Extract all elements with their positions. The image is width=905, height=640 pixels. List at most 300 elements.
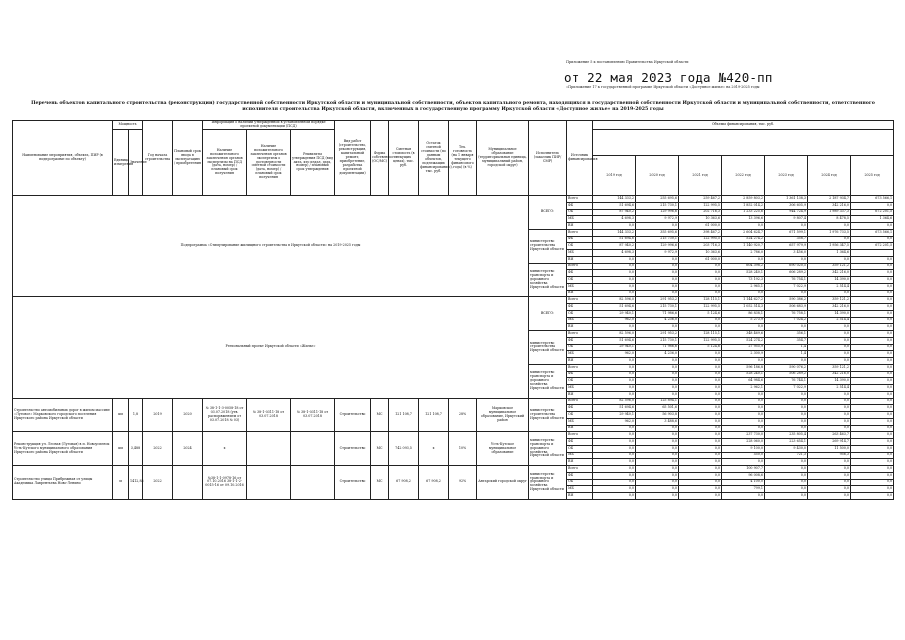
amount-cell: 0,0 — [636, 385, 679, 392]
amount-cell: 0,0 — [679, 351, 722, 358]
amount-cell: 9 972,9 — [636, 250, 679, 257]
source-cell: ВИ — [567, 425, 593, 432]
amount-cell: 0,0 — [679, 405, 722, 412]
amount-cell: 29 940,1 — [593, 310, 636, 317]
source-cell: ВИ — [567, 223, 593, 230]
amount-cell: 2 514,4 — [808, 283, 851, 290]
amount-cell: 0,0 — [593, 270, 636, 277]
plan-year — [173, 466, 203, 500]
amount-cell: 0,0 — [851, 439, 894, 446]
amount-cell: 0,0 — [851, 479, 894, 486]
source-cell: ВИ — [567, 493, 593, 500]
amount-cell: 82 596,0 — [593, 331, 636, 338]
amount-cell: 122 995,5 — [679, 202, 722, 209]
remaining: 67 908,2 — [419, 466, 449, 500]
amount-cell: 0,0 — [679, 283, 722, 290]
source-cell: ВИ — [567, 290, 593, 297]
amount-cell: 0,0 — [722, 256, 765, 263]
stamp-note: Приложение 5 к постановлению Правительства Иркутской области — [566, 60, 689, 64]
table-row — [13, 196, 894, 203]
amount-cell: 0,0 — [808, 256, 851, 263]
source-cell: ФБ — [567, 405, 593, 412]
amount-cell: 0,0 — [636, 371, 679, 378]
amount-cell: 29 940,1 — [593, 344, 636, 351]
amount-cell: 291 953,2 — [636, 297, 679, 304]
amount-cell: 122 995,5 — [679, 337, 722, 344]
amount-cell: 0,0 — [636, 466, 679, 473]
amount-cell: 0,0 — [851, 405, 894, 412]
ownership: МС — [371, 398, 389, 432]
amount-cell: 10 363,6 — [679, 216, 722, 223]
amount-cell: 51 694,6 — [593, 236, 636, 243]
amount-cell: 0,0 — [679, 358, 722, 365]
source-cell: ВИ — [567, 391, 593, 398]
col-source-header: Источник финансирования — [567, 121, 593, 196]
amount-cell: 128 115,1 — [679, 297, 722, 304]
amount-cell: 0,0 — [851, 493, 894, 500]
amount-cell: 0,0 — [636, 324, 679, 331]
executor-cell: ВСЕГО: — [529, 297, 567, 331]
amount-cell: 0,0 — [593, 223, 636, 230]
amount-cell: 0,0 — [851, 486, 894, 493]
amount-cell: 0,0 — [808, 290, 851, 297]
object-name: Строительство улицы Прибрежная от улицы Академика Лаврентьева Ново-Ленино — [13, 466, 113, 500]
amount-cell: 0,0 — [593, 459, 636, 466]
amount-cell: 14 390,0 — [808, 277, 851, 284]
year-header: 2022 год — [722, 156, 765, 196]
object-name: Реконструкция ул. Лесная (Луговая) в п. Новоуспенск Усть-Кутского муниципального образования Иркутского района Иркутской области — [13, 432, 113, 466]
amount-cell: 0,0 — [722, 459, 765, 466]
amount-cell: 0,0 — [765, 223, 808, 230]
amount-cell: 51 694,6 — [593, 405, 636, 412]
amount-cell: 13 396,6 — [722, 216, 765, 223]
amount-cell: 1 361 138,3 — [765, 196, 808, 203]
section-label: Подпрограмма «Стимулирование жилищного строительства в Иркутской области» на 2019-2025 годы — [13, 196, 529, 297]
source-cell: ОБ — [567, 479, 593, 486]
amount-cell: 3 456,0 — [765, 250, 808, 257]
amount-cell: 8 478,5 — [808, 216, 851, 223]
capacity-unit: км — [113, 432, 129, 466]
amount-cell — [851, 250, 894, 257]
amount-cell: 0,0 — [851, 344, 894, 351]
source-cell: МБ — [567, 250, 593, 257]
amount-cell: 2 187 934,7 — [808, 196, 851, 203]
plan-year: 2020 — [173, 398, 203, 432]
amount-cell: 0,0 — [593, 479, 636, 486]
amount-cell: 0,0 — [679, 385, 722, 392]
amount-cell: 2 514,4 — [808, 317, 851, 324]
amount-cell: 944 724,9 — [765, 209, 808, 216]
amount-cell: 0,0 — [679, 371, 722, 378]
amount-cell: 0,0 — [593, 466, 636, 473]
amount-cell: 0,0 — [808, 412, 851, 419]
executor-cell: министерство строительства Иркутской области — [529, 331, 567, 365]
amount-cell: 524 274,2 — [722, 337, 765, 344]
amount-cell: 87 940,2 — [593, 243, 636, 250]
amount-cell: 0,0 — [851, 371, 894, 378]
col-estimate-header: Сметная стоимость (в текущих ценах), тыс. руб. — [389, 121, 419, 196]
amount-cell: 528 240,1 — [722, 371, 765, 378]
amount-cell: 9 972,9 — [636, 216, 679, 223]
amount-cell: 259 467,2 — [679, 196, 722, 203]
amount-cell: 690 020,5 — [765, 263, 808, 270]
amount-cell: 0,0 — [722, 290, 765, 297]
amount-cell: 0,0 — [765, 466, 808, 473]
amount-cell: 0,0 — [851, 364, 894, 371]
amount-cell: 0,0 — [851, 391, 894, 398]
amount-cell: 0,0 — [636, 270, 679, 277]
capacity-unit: км — [113, 398, 129, 432]
amount-cell: 524 274,2 — [722, 236, 765, 243]
source-cell: ФБ — [567, 337, 593, 344]
amount-cell: 354,7 — [765, 337, 808, 344]
source-cell: ОБ — [567, 378, 593, 385]
amount-cell: 348 469,6 — [722, 331, 765, 338]
amount-cell: 0,0 — [851, 304, 894, 311]
amount-cell: 0,0 — [765, 425, 808, 432]
amount-cell: 0,0 — [851, 236, 894, 243]
amount-cell: 64 984,6 — [722, 378, 765, 385]
amount-cell: 0,0 — [679, 317, 722, 324]
col-name-header: Наименование мероприятия, объекта, ПИР (в подпрограмме по объекту) — [13, 121, 113, 196]
amount-cell: 0,0 — [679, 277, 722, 284]
amount-cell: 673 566,1 — [851, 229, 894, 236]
amount-cell: 672 201,5 — [851, 209, 894, 216]
amount-cell: 0,0 — [679, 472, 722, 479]
capacity-value: 1,8 — [129, 398, 143, 432]
amount-cell: 0,0 — [679, 452, 722, 459]
amount-cell: 1 233 225,6 — [722, 209, 765, 216]
col-capacity-value-header: Значение — [129, 130, 143, 196]
amount-cell: 76 758,1 — [765, 310, 808, 317]
amount-cell: 0,0 — [593, 371, 636, 378]
amount-cell: 359 121,2 — [808, 297, 851, 304]
source-cell: ФБ — [567, 304, 593, 311]
amount-cell: 0,0 — [851, 385, 894, 392]
remaining: 121 108,7 — [419, 398, 449, 432]
source-cell: МБ — [567, 418, 593, 425]
amount-cell: 0,0 — [851, 432, 894, 439]
amount-cell: 0,0 — [636, 452, 679, 459]
amount-cell: 0,0 — [636, 486, 679, 493]
amount-cell: 0,0 — [679, 466, 722, 473]
amount-cell: 0,0 — [851, 425, 894, 432]
amount-cell: 2 786,0 — [722, 250, 765, 257]
executor-cell: министерство транспорта и дорожного хозяйства Иркутской области — [529, 466, 567, 500]
amount-cell: 590 076,2 — [765, 364, 808, 371]
col-work-type-header: Вид работ (строительство, реконструкция, капитальный ремонт, приобретение, разработка проектной документации) — [335, 121, 371, 196]
amount-cell: 61 000,0 — [679, 256, 722, 263]
amount-cell: 96 008,6 — [722, 472, 765, 479]
amount-cell: 0,0 — [722, 418, 765, 425]
amount-cell: 0,0 — [593, 472, 636, 479]
source-cell: Всего — [567, 432, 593, 439]
stamp-sub-note: «Приложение 17 к государственной программе Иркутской области «Доступное жилье» на 2019-2025 годы — [566, 85, 760, 89]
amount-cell: 550,0 — [722, 452, 765, 459]
amount-cell: 215 730,1 — [636, 202, 679, 209]
amount-cell: 0,0 — [722, 223, 765, 230]
source-cell: ФБ — [567, 270, 593, 277]
amount-cell: 237 730,0 — [722, 432, 765, 439]
amount-cell: 1 989 337,3 — [808, 209, 851, 216]
amount-cell: 355 695,6 — [636, 229, 679, 236]
amount-cell: 956,3 — [808, 452, 851, 459]
amount-cell: 4 698,3 — [593, 250, 636, 257]
amount-cell: 1,4 — [765, 344, 808, 351]
source-cell: Всего — [567, 297, 593, 304]
amount-cell: 0,0 — [636, 479, 679, 486]
amount-cell: 0,0 — [722, 398, 765, 405]
amount-cell: 129 996,6 — [636, 243, 679, 250]
amount-cell: 0,0 — [808, 391, 851, 398]
amount-cell: 0,0 — [851, 277, 894, 284]
start-year: 2022 — [143, 466, 173, 500]
amount-cell: 0,0 — [722, 324, 765, 331]
amount-cell: 0,0 — [636, 378, 679, 385]
amount-cell: 1,4 — [765, 351, 808, 358]
source-cell: ФБ — [567, 439, 593, 446]
year-header: 2023 год — [765, 156, 808, 196]
table-row — [13, 432, 894, 439]
source-cell: ОБ — [567, 209, 593, 216]
amount-cell: 0,0 — [593, 324, 636, 331]
source-cell: Всего — [567, 331, 593, 338]
amount-cell: 0,0 — [851, 459, 894, 466]
amount-cell: 0,0 — [722, 358, 765, 365]
amount-cell: 203 716,3 — [679, 243, 722, 250]
amount-cell: 0,0 — [851, 331, 894, 338]
amount-cell: 0,0 — [722, 405, 765, 412]
amount-cell: 73 192,3 — [722, 277, 765, 284]
amount-cell: 0,0 — [851, 297, 894, 304]
readiness: 92% — [449, 466, 477, 500]
col-volumes-spacer — [593, 130, 894, 156]
section-label: Региональный проект Иркутской области «Жилье» — [13, 297, 529, 398]
amount-cell: 0,0 — [851, 445, 894, 452]
amount-cell: 962,0 — [593, 351, 636, 358]
amount-cell: 122 995,5 — [679, 304, 722, 311]
amount-cell: 0,0 — [765, 418, 808, 425]
ownership: МС — [371, 432, 389, 466]
docs-a: №38-1-1-0978-16 от 07.10.2016 38-1-1-2-0015-16 от 09.10.2016 — [203, 466, 247, 500]
amount-cell: 0,0 — [593, 364, 636, 371]
year-header: 2019 год — [593, 156, 636, 196]
amount-cell: 14 390,0 — [808, 310, 851, 317]
amount-cell: 71 986,6 — [636, 310, 679, 317]
amount-cell: 100 907,7 — [722, 466, 765, 473]
amount-cell: 306 605,9 — [765, 202, 808, 209]
col-docs-header: Информация о наличии утвержденной в установленном порядке проектной документации (ПСД) — [203, 121, 335, 130]
amount-cell: 506 289,2 — [765, 371, 808, 378]
amount-cell: 61 000,0 — [679, 223, 722, 230]
amount-cell: 604 398,2 — [722, 263, 765, 270]
source-cell: Всего — [567, 466, 593, 473]
amount-cell: 590 386,2 — [765, 297, 808, 304]
source-cell: ВИ — [567, 256, 593, 263]
source-cell: ВИ — [567, 324, 593, 331]
readiness: 28% — [449, 398, 477, 432]
amount-cell: 0,0 — [765, 479, 808, 486]
amount-cell: 0,0 — [679, 364, 722, 371]
amount-cell: 0,0 — [636, 459, 679, 466]
amount-cell: 0,0 — [808, 358, 851, 365]
executor-cell: министерство транспорта и дорожного хозяйства Иркутской области — [529, 263, 567, 297]
amount-cell: 0,0 — [765, 391, 808, 398]
amount-cell: 0,0 — [593, 391, 636, 398]
amount-cell: 3 488,6 — [636, 418, 679, 425]
amount-cell: 0,0 — [851, 202, 894, 209]
amount-cell: 342 216,0 — [808, 202, 851, 209]
amount-cell: 14 390,0 — [808, 378, 851, 385]
amount-cell: 0,0 — [851, 263, 894, 270]
amount-cell: 0,0 — [679, 324, 722, 331]
amount-cell: 671 599,1 — [765, 229, 808, 236]
source-cell: ФБ — [567, 371, 593, 378]
amount-cell: 0,0 — [851, 337, 894, 344]
amount-cell: 0,0 — [765, 486, 808, 493]
source-cell: ВИ — [567, 358, 593, 365]
amount-cell: 721,3 — [765, 452, 808, 459]
amount-cell: 0,0 — [593, 358, 636, 365]
amount-cell: 799,1 — [722, 486, 765, 493]
docs-b: № 38-1-0311-18 от 03.07.2018 — [247, 398, 291, 432]
amount-cell: 1 852 014,2 — [722, 202, 765, 209]
capacity-unit: м — [113, 466, 129, 500]
amount-cell: 0,0 — [765, 256, 808, 263]
amount-cell: 0,0 — [808, 324, 851, 331]
executor-cell: ВСЕГО: — [529, 196, 567, 230]
amount-cell: 5 124,6 — [679, 310, 722, 317]
amount-cell: 215 730,1 — [636, 236, 679, 243]
amount-cell: 359 121,2 — [808, 364, 851, 371]
amount-cell: 9 807,4 — [765, 216, 808, 223]
amount-cell: 0,0 — [765, 324, 808, 331]
docs-c — [291, 466, 335, 500]
amount-cell: 0,0 — [593, 493, 636, 500]
amount-cell: 0,0 — [808, 466, 851, 473]
col-volumes-header: Объемы финансирования, тыс. руб. — [593, 121, 894, 130]
source-cell: МБ — [567, 283, 593, 290]
docs-a: № 38-1-1-3-0058-18 от 03.07.2018 (утв. распоряжением от 03.07.2018 № 03) — [203, 398, 247, 432]
amount-cell: 0,0 — [679, 270, 722, 277]
col-capacity-header: Мощность — [113, 121, 143, 130]
amount-cell: 0,0 — [851, 398, 894, 405]
amount-cell: 672 201,5 — [851, 243, 894, 250]
municipality: Марковское муниципальное образование, Иркутский район — [477, 398, 529, 432]
amount-cell: 0,0 — [679, 290, 722, 297]
amount-cell: 0,0 — [636, 391, 679, 398]
amount-cell: 4 100,0 — [722, 479, 765, 486]
amount-cell: 0,0 — [851, 283, 894, 290]
amount-cell: 506 683,9 — [765, 304, 808, 311]
amount-cell: 0,0 — [765, 472, 808, 479]
amount-cell: 5 273,9 — [722, 317, 765, 324]
amount-cell: 596 186,8 — [722, 364, 765, 371]
amount-cell: 0,0 — [851, 452, 894, 459]
amount-cell: 0,0 — [636, 256, 679, 263]
amount-cell: 606 289,2 — [765, 270, 808, 277]
amount-cell: 0,0 — [679, 432, 722, 439]
amount-cell: 0,0 — [636, 263, 679, 270]
source-cell: ОБ — [567, 310, 593, 317]
amount-cell: 1 140 920,7 — [722, 243, 765, 250]
amount-cell: 0,0 — [851, 466, 894, 473]
amount-cell: 962,0 — [593, 317, 636, 324]
docs-b — [247, 466, 291, 500]
amount-cell: 0,0 — [636, 493, 679, 500]
amount-cell: 0,0 — [808, 486, 851, 493]
amount-cell: 0,0 — [851, 290, 894, 297]
amount-cell: 0,0 — [593, 486, 636, 493]
amount-cell: 0,0 — [636, 358, 679, 365]
amount-cell: 0,0 — [808, 472, 851, 479]
amount-cell: 398 467,2 — [679, 229, 722, 236]
amount-cell: 65 501,6 — [636, 405, 679, 412]
amount-cell: 342 216,0 — [808, 304, 851, 311]
amount-cell: 0,0 — [679, 459, 722, 466]
amount-cell: 255 695,6 — [636, 196, 679, 203]
amount-cell: 0,0 — [851, 351, 894, 358]
amount-cell: 0,0 — [593, 263, 636, 270]
amount-cell: 0,0 — [851, 358, 894, 365]
amount-cell: 0,0 — [851, 418, 894, 425]
docs-c: № 38-1-0311-18 от 03.07.2018 — [291, 398, 335, 432]
amount-cell: 0,0 — [593, 432, 636, 439]
amount-cell: 215 730,1 — [636, 337, 679, 344]
source-cell: МБ — [567, 486, 593, 493]
amount-cell: 0,0 — [808, 344, 851, 351]
work-type: Строительство — [335, 398, 371, 432]
amount-cell: 7 022,9 — [765, 283, 808, 290]
amount-cell: 0,0 — [636, 425, 679, 432]
amount-cell: 0,0 — [722, 391, 765, 398]
amount-cell: 0,0 — [593, 277, 636, 284]
amount-cell: 0,0 — [722, 412, 765, 419]
amount-cell: 0,0 — [808, 479, 851, 486]
amount-cell: 0,0 — [593, 439, 636, 446]
estimate: 67 908,2 — [389, 466, 419, 500]
amount-cell: 342 216,0 — [808, 270, 851, 277]
financing-table — [12, 120, 894, 500]
amount-cell: 223 654,1 — [765, 439, 808, 446]
amount-cell: 10 363,6 — [679, 250, 722, 257]
amount-cell: 0,0 — [679, 479, 722, 486]
amount-cell: 129 996,6 — [636, 209, 679, 216]
docs-b — [247, 432, 291, 466]
col-docs-b-header: Наличие положительного заключения органов экспертизы о достоверности сметной стоимости (дата, номер) / плановый срок получения — [247, 130, 291, 196]
amount-cell: 0,0 — [808, 236, 851, 243]
amount-cell: 9 430,0 — [765, 445, 808, 452]
amount-cell: 51 694,6 — [593, 202, 636, 209]
amount-cell: 673 566,1 — [851, 196, 894, 203]
amount-cell: 4 236,0 — [636, 317, 679, 324]
municipality: Ангарский городской округ — [477, 466, 529, 500]
year-header: 2024 год — [808, 156, 851, 196]
col-docs-a-header: Наличие положительного заключения органов экспертизы на ПСД (дата, номер) / плановый срок получения — [203, 130, 247, 196]
amount-cell: 0,0 — [679, 486, 722, 493]
estimate: 121 108,7 — [389, 398, 419, 432]
amount-cell: 0,0 — [722, 493, 765, 500]
source-cell: ОБ — [567, 412, 593, 419]
amount-cell: 0,0 — [679, 378, 722, 385]
municipality: Усть-Кутское муниципальное образование — [477, 432, 529, 466]
amount-cell: 11 500,0 — [808, 445, 851, 452]
amount-cell: 1 144 627,2 — [722, 297, 765, 304]
amount-cell: 269 914,7 — [808, 439, 851, 446]
amount-cell: 0,0 — [593, 378, 636, 385]
amount-cell: 0,0 — [765, 405, 808, 412]
col-remaining-header: Остаток сметной стоимости (по данным объектов, подлежащих финансированию), тыс. руб. — [419, 121, 449, 196]
